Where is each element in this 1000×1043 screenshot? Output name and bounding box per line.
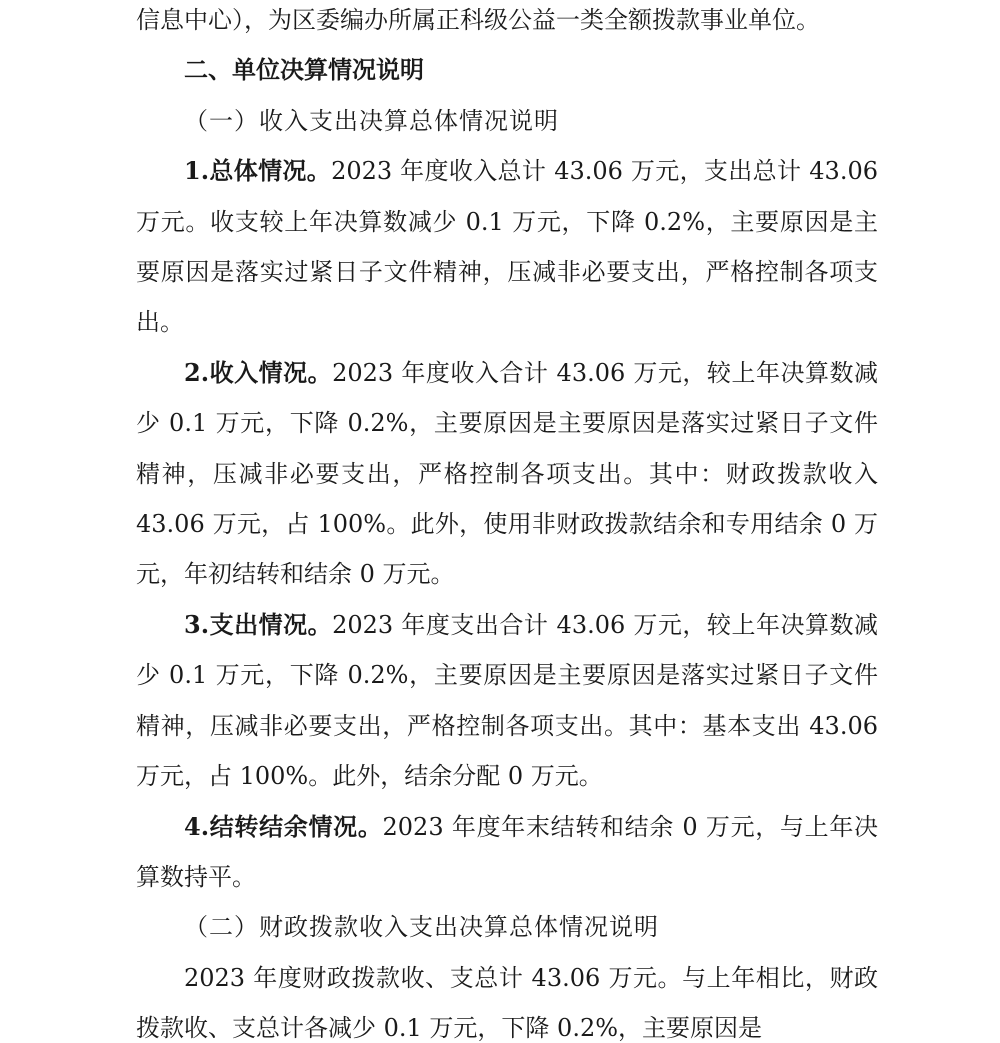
paragraph-overall — [136, 146, 878, 348]
paragraph-income-lead: 2.收入情况。 — [184, 357, 333, 387]
paragraph-expenditure — [136, 600, 878, 802]
paragraph-carryover — [136, 802, 878, 903]
document-body — [136, 0, 878, 1043]
paragraph-carryover-body: 2023 年度年末结转和结余 0 万元，与上年决算数持平。 — [136, 812, 879, 891]
paragraph-fiscal-appropriation: 2023 年度财政拨款收、支总计 43.06 万元。与上年相比，财政拨款收、支总计各减少 0.1 万元，下降 0.2%，主要原因是 — [136, 963, 878, 1043]
paragraph-expenditure-body: 2023 年度支出合计 43.06 万元，较上年决算数减少 0.1 万元，下降 0.2%，主要原因是主要原因是落实过紧日子文件精神，压减非必要支出，严格控制各项支出。其中：基本支出 43.06 万元，占 100%。此外，结余分配 0 万元。 — [136, 610, 878, 791]
intro-tail-paragraph: 信息中心），为区委编办所属正科级公益一类全额拨款事业单位。 — [136, 6, 820, 34]
section-2-heading: 二、单位决算情况说明 — [184, 56, 424, 85]
subsection-1-heading: （一）收入支出决算总体情况说明 — [184, 106, 559, 135]
paragraph-overall-body: 2023 年度收入总计 43.06 万元，支出总计 43.06 万元。收支较上年决算数减少 0.1 万元，下降 0.2%，主要原因是主要原因是落实过紧日子文件精神，压减非必要支出，严格控制各项支出。 — [136, 157, 878, 337]
paragraph-income — [136, 348, 878, 600]
paragraph-income-body: 2023 年度收入合计 43.06 万元，较上年决算数减少 0.1 万元，下降 0.2%，主要原因是主要原因是落实过紧日子文件精神，压减非必要支出，严格控制各项支出。其中：财政拨款收入 43.06 万元，占 100%。此外，使用非财政拨款结余和专用结余 0 万元，年初结转和结余 0 万元。 — [136, 358, 878, 589]
subsection-2-heading: （二）财政拨款收入支出决算总体情况说明 — [184, 913, 659, 942]
paragraph-expenditure-lead: 3.支出情况。 — [184, 609, 333, 639]
paragraph-overall-lead: 1.总体情况。 — [184, 156, 332, 186]
paragraph-carryover-lead: 4.结转结余情况。 — [184, 811, 383, 841]
